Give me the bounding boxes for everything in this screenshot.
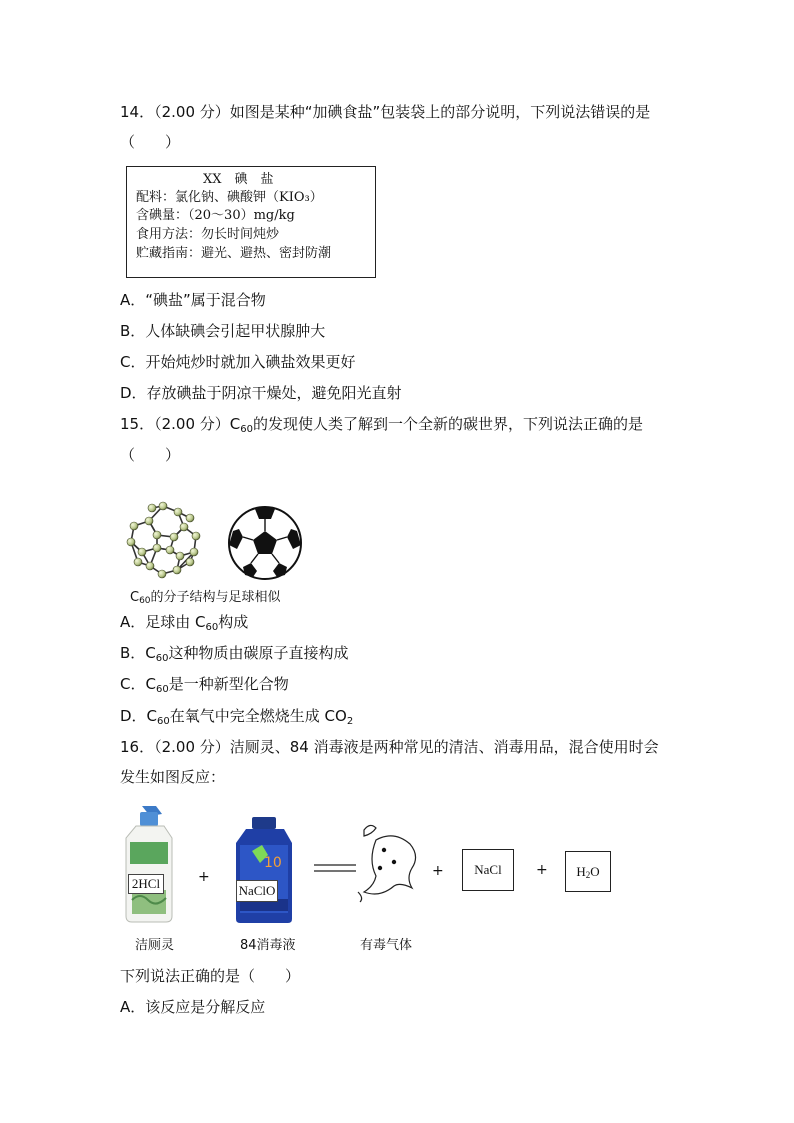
plus-sign-1: + [198,869,210,885]
q14-option-a[interactable]: A．“碘盐”属于混合物 [120,291,266,309]
q14-stem-line2: （ ） [120,133,181,151]
caption-toxic-gas: 有毒气体 [360,938,413,953]
svg-text:10: 10 [264,855,282,871]
q16-question: 下列说法正确的是（ ） [120,967,301,985]
plus-sign-3: + [536,862,548,878]
q16-stem-line2: 发生如图反应： [120,768,226,786]
product-nacl-box: NaCl [462,849,514,891]
label-storage: 贮藏指南：避光、避热、密封防潮 [136,246,332,261]
q14-option-b[interactable]: B．人体缺碘会引起甲状腺肿大 [120,322,326,340]
q15-stem-line2: （ ） [120,446,181,464]
bottle2-formula: NaClO [236,880,278,902]
c60-molecule-image [122,500,204,580]
label-title: XX 碘 盐 [203,172,274,187]
q14-option-c[interactable]: C．开始炖炒时就加入碘盐效果更好 [120,353,356,371]
soccer-ball-image [227,505,303,581]
q14-option-d[interactable]: D．存放碘盐于阴凉干燥处，避免阳光直射 [120,384,402,402]
label-ingredients: 配料：氯化钠、碘酸钾（KIO₃） [136,190,323,205]
label-usage: 食用方法：勿长时间炖炒 [136,227,280,242]
caption-disinfectant: 84消毒液 [240,938,296,953]
iodized-salt-label-box [126,166,376,278]
toxic-gas-image [350,816,430,906]
q15-stem-line1: 15．（2.00 分）$C_{60}$的发现使人类了解到一个全新的碳世界，下列说法正确的是 [120,415,643,435]
bottle1-formula: 2HCl [128,874,164,894]
q16-stem-line1: 16．（2.00 分）洁厕灵、84 消毒液是两种常见的清洁、消毒用品，混合使用时会 [120,738,659,756]
q15-option-b[interactable]: B．$C_{60}$这种物质由碳原子直接构成 [120,644,349,664]
q15-option-c[interactable]: C．$C_{60}$是一种新型化合物 [120,675,289,695]
q16-option-a[interactable]: A．该反应是分解反应 [120,998,266,1016]
q14-stem-line1: 14．（2.00 分）如图是某种“加碘食盐”包装袋上的部分说明，下列说法错误的是 [120,103,651,121]
label-iodine-content: 含碘量：（20～30）mg/kg [136,208,295,223]
disinfectant-bottle-image [232,815,298,925]
caption-toilet-cleaner: 洁厕灵 [135,938,175,953]
q15-option-d[interactable]: D．$C_{60}$在氧气中完全燃烧生成 $CO_2$ [120,707,354,727]
q15-option-a[interactable]: A．足球由 $C_{60}$构成 [120,613,249,633]
toilet-cleaner-bottle-image [122,804,178,924]
product-water-box: H 2 O [565,851,611,892]
plus-sign-2: + [432,863,444,879]
c60-caption: C60的分子结构与足球相似 [130,590,281,606]
